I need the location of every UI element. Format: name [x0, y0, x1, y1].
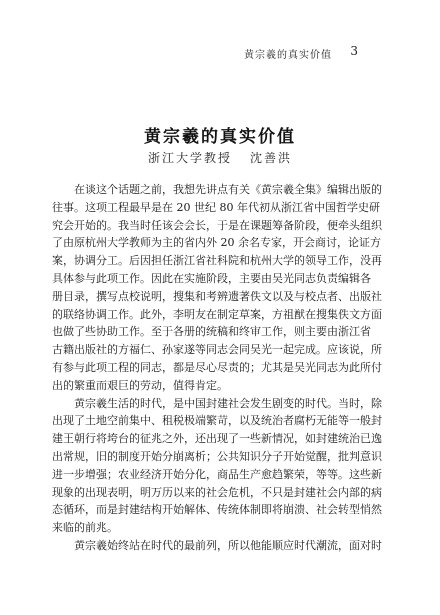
paragraph-line: 册目录，撰写点校说明，搜集和考辨遗著佚文以及与校点者、出版社 [52, 289, 382, 303]
paragraph-line: 往事。这项工程最早是在 20 世纪 80 年代初从浙江省中国哲学史研 [52, 200, 380, 214]
page-number: 3 [350, 44, 358, 58]
byline [0, 149, 440, 166]
article-title: 黄宗羲的真实价值 [144, 127, 296, 147]
paragraph-line: 态循环，而是封建结构开始解体、传统体制即将崩溃、社会转型悄然 [52, 503, 382, 517]
paragraph-line: 在谈这个话题之前，我想先讲点有关《黄宗羲全集》编辑出版的 [74, 183, 382, 196]
paragraph-line: 黄宗羲生活的时代，是中国封建社会发生剧变的时代。当时，除 [74, 396, 382, 410]
paragraph-line: 黄宗羲始终站在时代的最前列，所以他能顺应时代潮流，面对时 [74, 538, 382, 552]
paragraph-line: 有参与此项工程的同志，都是尽心尽责的；尤其是吴光同志为此所付 [52, 360, 382, 374]
running-header [0, 44, 440, 60]
paragraph-line: 具体参与此项工作。因此在实施阶段，主要由吴光同志负责编辑各 [52, 271, 371, 285]
paragraph-line: 进一步增强；农业经济开始分化，商品生产愈趋繁荣，等等。这些新 [52, 467, 382, 481]
paragraph-line: 现象的出现表明，明万历以来的社会危机，不只是封建社会内部的病 [52, 485, 382, 499]
paragraph-line: 古籍出版社的方福仁、孙家遂等同志会同吴光一起完成。应该说，所 [52, 343, 382, 357]
paragraph-line: 出常规，旧的制度开始分崩离析；公共知识分子开始觉醒，批判意识 [52, 449, 382, 463]
paragraph-line: 出现了土地空前集中、租税极端繁苛，以及统治者腐朽无能等一般封 [52, 414, 382, 428]
paragraph-line: 究会开始的。我当时任该会会长，于是在课题筹备阶段，便牵头组织 [52, 218, 382, 232]
paragraph-line: 出的繁重而艰巨的劳动，值得肯定。 [52, 378, 228, 392]
paragraph-line: 建王朝行将垮台的征兆之外，还出现了一些新情况，如封建统治已逸 [52, 432, 382, 446]
running-title: 黄宗羲的真实价值 [244, 50, 332, 61]
author-name: 沈善洪 [250, 151, 293, 165]
paragraph-line: 了由原杭州大学教师为主的省内外 20 余名专家，开会商讨，论证方 [52, 236, 381, 250]
body-text [52, 181, 390, 555]
paragraph-line: 案，协调分工。后因担任浙江省社科院和杭州大学的领导工作，没再 [52, 254, 382, 268]
paragraph-line: 也做了些协助工作。至于各册的统稿和终审工作，则主要由浙江省 [52, 325, 371, 339]
paragraph-line: 来临的前兆。 [52, 521, 118, 535]
author-affiliation: 浙江大学教授 [147, 151, 232, 165]
paragraph-line: 的联络协调工作。此外，李明友在制定草案，方祖猷在搜集佚文方面 [52, 307, 382, 321]
